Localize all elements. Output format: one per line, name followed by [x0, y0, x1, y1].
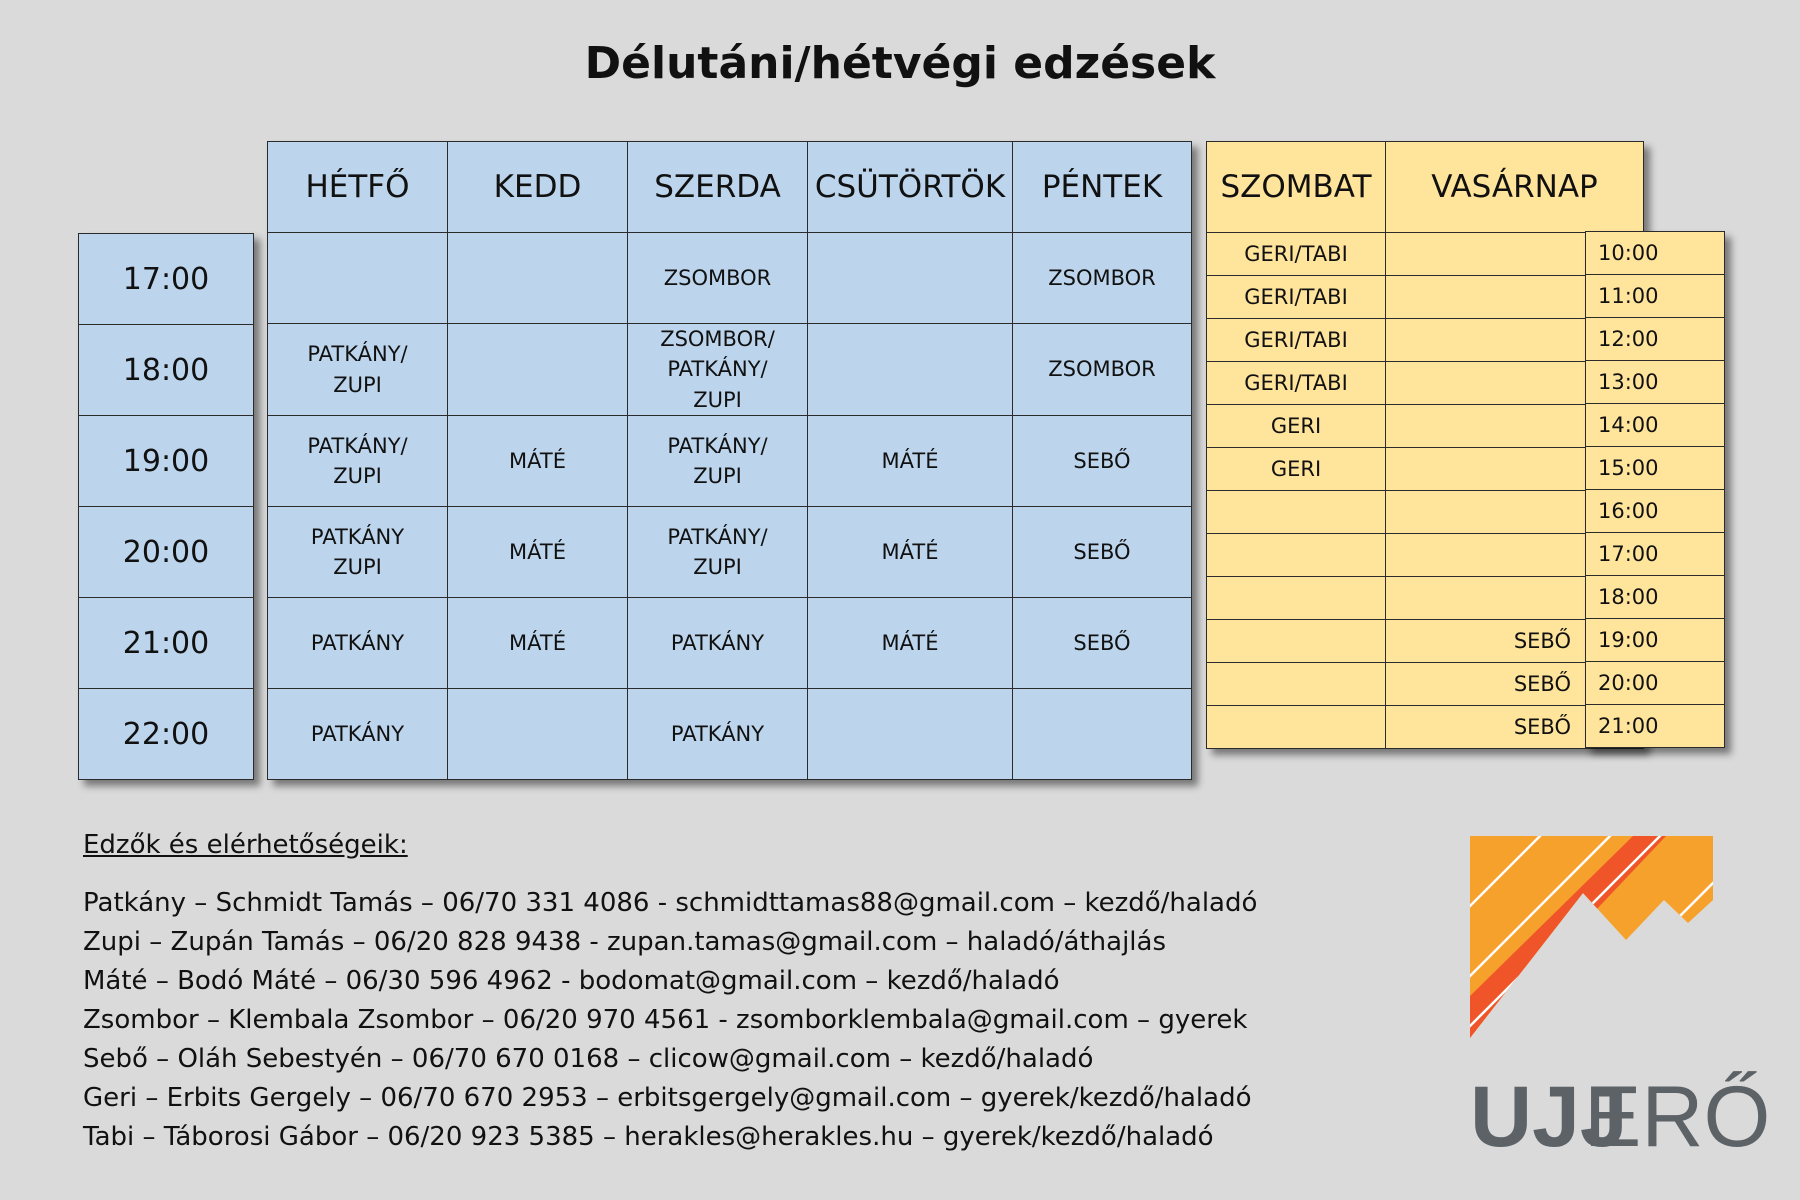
- weekend-cell: GERI/TABI: [1207, 233, 1386, 276]
- schedule-cell: ZSOMBOR: [628, 233, 808, 324]
- schedule-cell: [448, 689, 628, 780]
- schedule-cell: PATKÁNY/ ZUPI: [628, 507, 808, 598]
- weekend-cell: [1207, 491, 1386, 534]
- weekend-time-slot: 16:00: [1586, 490, 1725, 533]
- day-header: PÉNTEK: [1013, 142, 1192, 233]
- time-slot: 20:00: [79, 507, 254, 598]
- time-slot: 22:00: [79, 689, 254, 780]
- weekend-cell: GERI: [1207, 405, 1386, 448]
- weekend-cell: SEBŐ: [1386, 706, 1644, 749]
- schedule-cell: PATKÁNY/ ZUPI: [628, 416, 808, 507]
- weekend-cell: GERI/TABI: [1207, 276, 1386, 319]
- weekend-cell: [1207, 663, 1386, 706]
- schedule-cell: [808, 233, 1013, 324]
- contact-line: Sebő – Oláh Sebestyén – 06/70 670 0168 – clicow@gmail.com – kezdő/haladó: [83, 1044, 1094, 1074]
- weekend-cell: SEBŐ: [1386, 620, 1644, 663]
- schedule-cell: PATKÁNY/ ZUPI: [268, 416, 448, 507]
- weekend-cell: GERI/TABI: [1207, 362, 1386, 405]
- schedule-cell: MÁTÉ: [808, 416, 1013, 507]
- weekday-times-column: [78, 233, 254, 780]
- day-header: CSÜTÖRTÖK: [808, 142, 1013, 233]
- weekend-cell: [1207, 620, 1386, 663]
- weekend-time-slot: 14:00: [1586, 404, 1725, 447]
- weekend-time-slot: 10:00: [1586, 232, 1725, 275]
- weekend-cell: [1207, 577, 1386, 620]
- schedule-cell: [808, 689, 1013, 780]
- schedule-cell: [268, 233, 448, 324]
- schedule-cell: SEBŐ: [1013, 416, 1192, 507]
- schedule-cell: [808, 324, 1013, 416]
- day-header: SZOMBAT: [1207, 142, 1386, 233]
- schedule-cell: ZSOMBOR: [1013, 324, 1192, 416]
- day-header: HÉTFŐ: [268, 142, 448, 233]
- logo-text-bold: UJJ: [1470, 1069, 1628, 1165]
- time-slot: 17:00: [79, 234, 254, 325]
- schedule-cell: PATKÁNY/ ZUPI: [268, 324, 448, 416]
- contact-line: Tabi – Táborosi Gábor – 06/20 923 5385 – herakles@herakles.hu – gyerek/kezdő/haladó: [83, 1122, 1214, 1152]
- contact-line: Zupi – Zupán Tamás – 06/20 828 9438 - zupan.tamas@gmail.com – haladó/áthajlás: [83, 927, 1166, 957]
- schedule-cell: SEBŐ: [1013, 598, 1192, 689]
- weekend-time-slot: 18:00: [1586, 576, 1725, 619]
- schedule-cell: [448, 233, 628, 324]
- weekend-cell: [1207, 534, 1386, 577]
- contacts-list: [83, 884, 1257, 1157]
- weekend-time-slot: 19:00: [1586, 619, 1725, 662]
- time-slot: 19:00: [79, 416, 254, 507]
- weekend-time-slot: 20:00: [1586, 662, 1725, 705]
- time-slot: 18:00: [79, 325, 254, 416]
- schedule-cell: PATKÁNY: [628, 689, 808, 780]
- weekend-time-slot: 11:00: [1586, 275, 1725, 318]
- schedule-cell: MÁTÉ: [448, 416, 628, 507]
- schedule-cell: MÁTÉ: [448, 598, 628, 689]
- weekend-times-column: [1585, 231, 1725, 748]
- schedule-cell: [448, 324, 628, 416]
- contact-line: Máté – Bodó Máté – 06/30 596 4962 - bodomat@gmail.com – kezdő/haladó: [83, 966, 1060, 996]
- schedule-cell: PATKÁNY: [628, 598, 808, 689]
- day-header: KEDD: [448, 142, 628, 233]
- logo-text-light: ERŐ: [1584, 1069, 1771, 1165]
- contact-line: Geri – Erbits Gergely – 06/70 670 2953 – erbitsgergely@gmail.com – gyerek/kezdő/haladó: [83, 1083, 1252, 1113]
- schedule-cell: SEBŐ: [1013, 507, 1192, 598]
- contacts-heading: Edzők és elérhetőségeik:: [83, 830, 408, 860]
- schedule-cell: PATKÁNY ZUPI: [268, 507, 448, 598]
- schedule-cell: MÁTÉ: [808, 598, 1013, 689]
- weekend-cell: GERI/TABI: [1207, 319, 1386, 362]
- weekend-time-slot: 17:00: [1586, 533, 1725, 576]
- logo-orange-fill: [1468, 828, 1718, 1058]
- schedule-cell: PATKÁNY: [268, 598, 448, 689]
- day-header: VASÁRNAP: [1386, 142, 1644, 233]
- schedule-cell: ZSOMBOR/ PATKÁNY/ ZUPI: [628, 324, 808, 416]
- contact-line: Zsombor – Klembala Zsombor – 06/20 970 4561 - zsomborklembala@gmail.com – gyerek: [83, 1005, 1248, 1035]
- weekend-time-slot: 15:00: [1586, 447, 1725, 490]
- weekend-schedule-table: [1206, 141, 1644, 749]
- weekend-time-slot: 12:00: [1586, 318, 1725, 361]
- schedule-cell: MÁTÉ: [448, 507, 628, 598]
- schedule-cell: ZSOMBOR: [1013, 233, 1192, 324]
- weekend-cell: [1207, 706, 1386, 749]
- weekend-time-slot: 21:00: [1586, 705, 1725, 748]
- ujjero-logo: [1468, 828, 1771, 1165]
- weekend-cell: GERI: [1207, 448, 1386, 491]
- time-slot: 21:00: [79, 598, 254, 689]
- page-title: Délutáni/hétvégi edzések: [584, 38, 1216, 89]
- schedule-cell: [1013, 689, 1192, 780]
- contact-line: Patkány – Schmidt Tamás – 06/70 331 4086 - schmidttamas88@gmail.com – kezdő/haladó: [83, 888, 1258, 918]
- weekday-schedule-table: [267, 141, 1192, 780]
- schedule-cell: PATKÁNY: [268, 689, 448, 780]
- schedule-cell: MÁTÉ: [808, 507, 1013, 598]
- weekend-time-slot: 13:00: [1586, 361, 1725, 404]
- day-header: SZERDA: [628, 142, 808, 233]
- weekend-cell: SEBŐ: [1386, 663, 1644, 706]
